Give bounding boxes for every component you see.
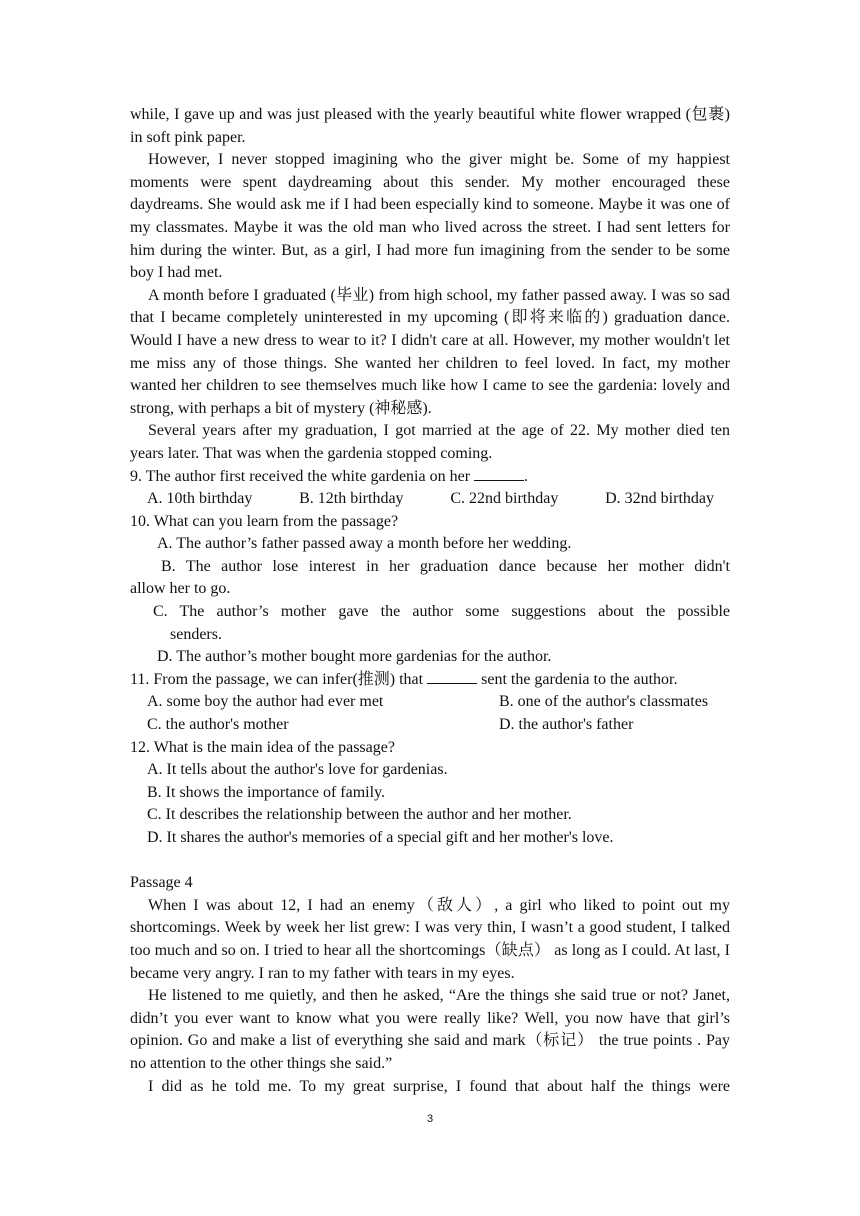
passage4-paragraph-1: When I was about 12, I had an enemy（敌人）, a girl who liked to point out my shortcomings. Week by week her list grew: I was very thin, I wasn’t a good student, I talked too much and so on. I tried to hear all the shortcomings（缺点） as long as I could. At last, I became very angry. I ran to my father with tears in my eyes.: [130, 896, 730, 982]
option-d: D. The author’s mother bought more gardenias for the author.: [157, 648, 552, 666]
passage3-paragraph-4: Several years after my graduation, I got married at the age of 22. My mother died ten years later. That was when the gardenia stopped coming.: [130, 422, 730, 462]
option-a: A. 10th birthday: [147, 490, 253, 508]
question-11-stem: 11. From the passage, we can infer(推测) that: [130, 670, 428, 688]
option-a: A. The author’s father passed away a month before her wedding.: [157, 535, 572, 553]
passage4-paragraph-3: I did as he told me. To my great surprise, I found that about half the things were: [148, 1077, 730, 1095]
question-11: 11. From the passage, we can infer(推测) that sent the gardenia to the author.: [130, 670, 678, 688]
passage3-paragraph-2: However, I never stopped imagining who the giver might be. Some of my happiest moments were spent daydreaming about this sender. My mother encouraged these daydreams. She would ask me if I had been especially kind to someone. Maybe it was one of my classmates. Maybe it was the old man who lived across the street. I had sent letters for him during the winter. But, as a girl, I had more fun imagining from the sender to be some boy I had met.: [130, 151, 730, 282]
option-c: C. 22nd birthday: [450, 490, 559, 508]
page-content: [130, 104, 730, 1098]
passage4-paragraph-2: He listened to me quietly, and then he asked, “Are the things she said true or not? Janet, didn’t you ever want to know what you were really like? Well, you now have that girl’s opinion. Go and make a list of everything she said and mark（标记） the true points . Pay no attention to the other things she said.”: [130, 987, 730, 1072]
question-10-stem: 10. What can you learn from the passage?: [130, 512, 399, 530]
question-9-options: [130, 488, 730, 511]
option-d: D. It shares the author's memories of a special gift and her mother's love.: [147, 829, 614, 846]
answer-blank: [474, 466, 524, 481]
spacer: [130, 850, 730, 873]
passage3-paragraph-3: A month before I graduated (毕业) from high school, my father passed away. I was so sad that I became completely uninterested in my upcoming (即将来临的) graduation dance. Would I have a new dress to wear to it? I didn't care at all. However, my mother wouldn't let me miss any of those things. She wanted her children to feel loved. In fact, my mother wanted her children to see themselves much like how I came to see the gardenia: lovely and strong, with perhaps a bit of mystery (神秘感).: [130, 286, 730, 417]
answer-blank: [427, 669, 477, 684]
question-9: 9. The author first received the white gardenia on her .: [130, 467, 529, 485]
question-12-stem: 12. What is the main idea of the passage?: [130, 738, 395, 756]
option-b: B. 12th birthday: [299, 490, 404, 508]
option-b: B. The author lose interest in her graduation dance because her mother didn't: [161, 557, 730, 575]
option-d: D. the author's father: [499, 716, 634, 734]
passage-4-heading: Passage 4: [130, 874, 193, 892]
question-11-options-row-2: [130, 714, 730, 737]
option-b: B. It shows the importance of family.: [147, 783, 386, 801]
passage3-paragraph-continued: while, I gave up and was just pleased with the yearly beautiful white flower wrapped (包裹) in soft pink paper.: [130, 106, 730, 146]
option-b-continued: allow her to go.: [130, 580, 231, 598]
option-c-continued: senders.: [170, 625, 222, 643]
question-9-stem: 9. The author first received the white gardenia on her: [130, 467, 475, 485]
page-number: 3: [426, 1113, 434, 1125]
option-d: D. 32nd birthday: [605, 490, 714, 508]
option-a: A. some boy the author had ever met: [147, 693, 384, 711]
option-a: A. It tells about the author's love for gardenias.: [147, 761, 448, 779]
option-c: C. The author’s mother gave the author some suggestions about the possible: [153, 603, 730, 621]
option-c: C. It describes the relationship between the author and her mother.: [147, 806, 572, 824]
question-11-options-row-1: [130, 691, 730, 714]
option-b: B. one of the author's classmates: [499, 693, 709, 711]
option-c: C. the author's mother: [147, 716, 289, 734]
